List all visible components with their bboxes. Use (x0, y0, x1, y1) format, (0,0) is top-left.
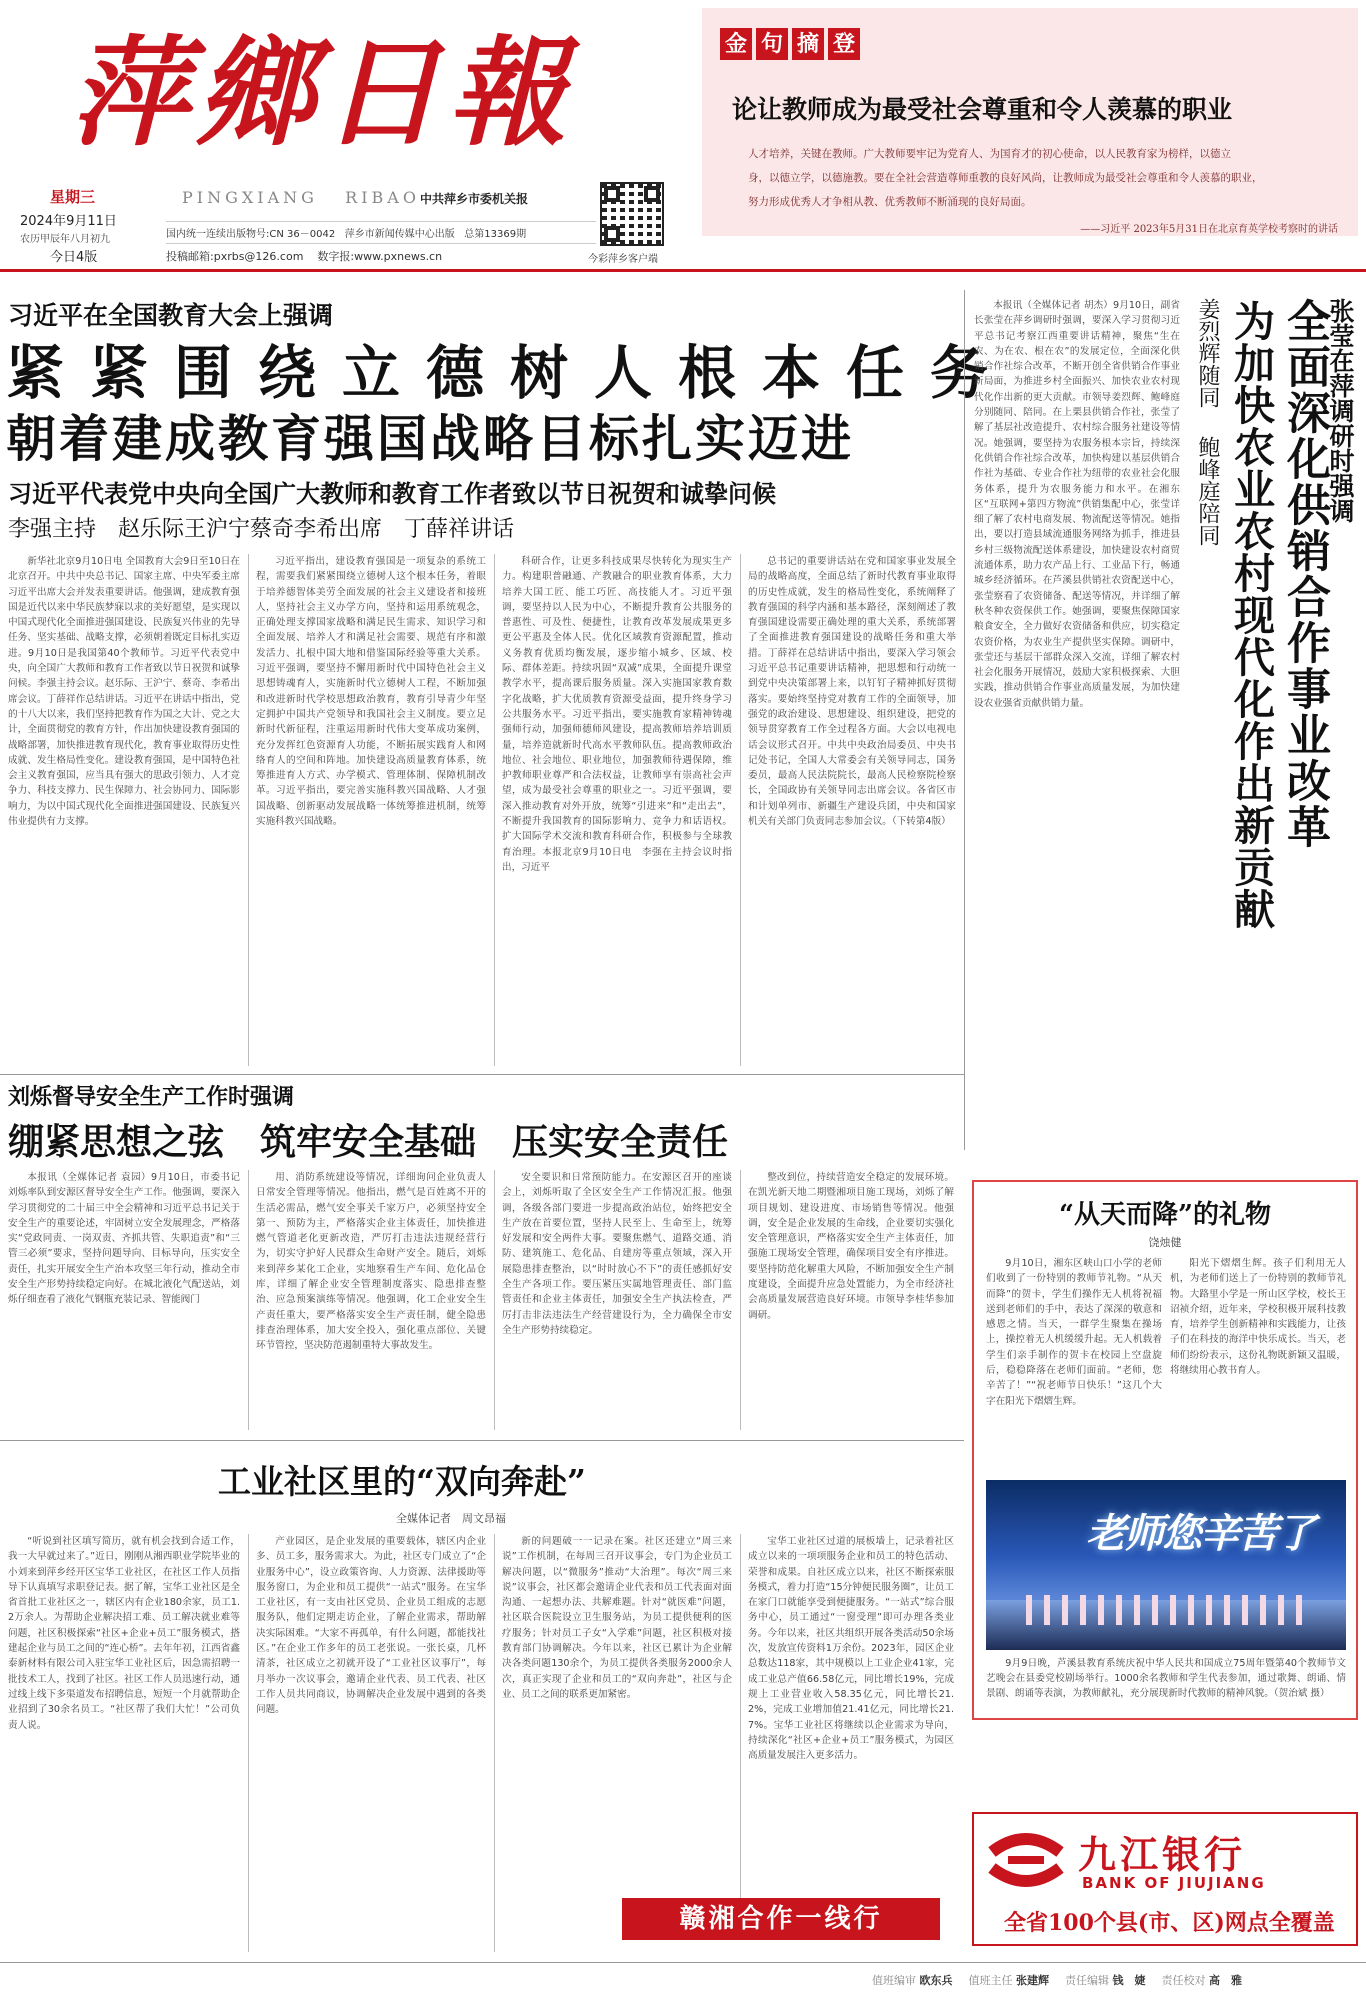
safety-title: 绷紧思想之弦 筑牢安全基础 压实安全责任 (8, 1121, 729, 1163)
lead-title-1: 紧紧围绕立德树人根本任务 (6, 339, 1015, 407)
bank-slogan: 全省100个县(市、区)网点全覆盖 (1004, 1910, 1335, 1936)
bank-logo-icon (988, 1828, 1064, 1892)
publication-info (166, 221, 596, 244)
masthead-logo: 萍鄉日報 (70, 23, 575, 162)
community-col-text: “听说到社区填写简历，就有机会找到合适工作，我一大早就过来了。”近日，刚刚从湘西职业学院毕业的小刘来到萍乡经开区宝华工业社区，在社区工作人员指导下认真填写求职登记表。据了解，宝华工业社区是全省首批工业社区之一，辖区内有企业180余家，员工1.2万余人。为帮助企业解决招工难、员工解决就业难等问题，社区积极探索“社区+企业+员工”服务模式，搭建起企业与员工之间的“连心桥”。去年年初，江西省鑫泰新材料有限公司入驻宝华工业社区后，因急需招聘一批技术工人，找到了社区。社区工作人员迅速行动，通过线上线下多渠道发布招聘信息，短短一个月就帮助企业招到了30余名员工。“社区帮了我们大忙！”公司负责人说。 (8, 1536, 240, 1731)
quote-line: 身，以德立学，以德施教。要在全社会营造尊师重教的良好风尚，让教师成为最受社会尊重和令人羡慕的职业， (748, 172, 1263, 184)
email-link[interactable]: 投稿邮箱:pxrbs@126.com (166, 250, 304, 263)
badge-char: 摘 (792, 28, 824, 60)
safety-kicker: 刘烁督导安全生产工作时强调 (8, 1084, 295, 1110)
qr-caption: 今彩萍乡客户端 (588, 254, 658, 265)
safety-column (8, 1170, 240, 1430)
bank-name-en: BANK OF JIUJIANG (1082, 1874, 1266, 1892)
stage-photo (986, 1480, 1346, 1650)
credit-item (1162, 1972, 1243, 1988)
lead-title-2: 朝着建成教育强国战略目标扎实迈进 (6, 409, 854, 468)
credit-name: 张建辉 (1016, 1974, 1049, 1987)
credit-label: 值班主任 (968, 1974, 1013, 1987)
lunar-date: 农历甲辰年八月初九 (20, 234, 110, 245)
right-lead-kicker: 张莹在萍调研时强调 (1326, 298, 1355, 523)
safety-col-text: 安全要识和日常预防能力。在安源区召开的座谈会上，刘烁听取了全区安全生产工作情况汇报。他强调，各级各部门要进一步提高政治站位，始终把安全生产放在首要位置，坚持人民至上、生命至上，统筹好发展和安全两件大事。要聚焦燃气、道路交通、消防、建筑施工、危化品、自建房等重点领域，深入开展隐患排查整治，以“时时放心不下”的责任感抓好安全生产各项工作。要压紧压实属地管理责任、部门监管责任和企业主体责任，加强安全生产执法检查，严厉打击非法违法生产经营建设行为，全力确保全市安全生产形势持续稳定。 (502, 1172, 732, 1336)
cn-number: 国内统一连续出版物号:CN 36－0042 (166, 229, 336, 240)
community-column (502, 1534, 732, 1900)
lead-column (8, 554, 240, 1066)
credit-name: 欧东兵 (919, 1974, 953, 1987)
lead-column (502, 554, 732, 1066)
credit-name: 钱 婕 (1112, 1974, 1146, 1987)
right-lead-text: 本报讯（全媒体记者 胡杰）9月10日，副省长张莹在萍乡调研时强调，要深入学习贯彻习近平总书记考察江西重要讲话精神，聚焦“生在农、为在农、根在农”的发展定位，全面深化供销合作社综合改革，不断开创全省供销合作事业新局面，为推进乡村全面振兴、加快农业农村现代化作出新的更大贡献。市领导姜烈辉、鲍峰庭分别随同、陪同。在上栗县供销合作社，张莹了解了基层社改造提升、农村综合服务社建设等情况。她强调，要坚持为农服务根本宗旨，持续深化供销合作社综合改革，加快构建以基层供销合作社为基础、专业合作社为纽带的农业社会化服务体系，提升为农服务能力和水平。在湘东区“互联网+第四方物流”供销集配中心，张莹详细了解了农村电商发展、物流配送等情况。她指出，要以打造县域流通服务网络为抓手，推进县乡村三级物流配送体系建设，加快建设农村商贸流通体系，助力农产品上行、工业品下行，畅通城乡经济循环。在芦溪县供销社农资配送中心，张莹察看了农资储备、配送等情况，并详细了解秋冬种农资保供工作。她强调，要聚焦保障国家粮食安全，全力做好农资储备和供应，切实稳定农资价格，为农业生产提供坚实保障。调研中，张莹还与基层干部群众深入交流，详细了解农村社会化服务开展情况，鼓励大家积极探索、大胆实践，推动供销合作事业高质量发展，为加快建设农业强省贡献供销力量。 (974, 300, 1180, 709)
quote-body (748, 142, 1338, 214)
lead-subtitle: 习近平代表党中央向全国广大教师和教育工作者致以节日祝贺和诚挚问候 (8, 479, 776, 508)
lead-column (748, 554, 956, 1066)
right-lead-title-2: 为加快农业农村现代化作出新贡献 (1227, 300, 1275, 930)
publisher: 萍乡市新闻传媒中心出版 (344, 229, 455, 240)
credit-item (872, 1972, 953, 1988)
bank-ad[interactable] (972, 1812, 1358, 1946)
gift-column (1170, 1256, 1346, 1426)
badge-char: 登 (828, 28, 860, 60)
issue-number: 总第13369期 (464, 229, 527, 240)
right-lead-accompany-2: 鲍峰庭陪同 (1195, 436, 1220, 546)
weekday: 星期三 (50, 188, 96, 206)
right-lead-title-1: 全面深化供销合作事业改革 (1279, 298, 1330, 850)
gift-title: “从天而降”的礼物 (1059, 1200, 1271, 1230)
masthead (0, 0, 1366, 276)
community-column (8, 1534, 240, 1952)
badge-char: 句 (756, 28, 788, 60)
credit-item (969, 1972, 1050, 1988)
community-col-text: 宝华工业社区过道的展板墙上，记录着社区成立以来的一项项服务企业和员工的特色活动、荣誉和成果。自社区成立以来，社区不断探索服务模式，着力打造“15分钟便民服务圈”，让员工在家门口就能享受到便捷服务。“一站式”综合服务中心，员工通过“一窗受理”即可办理各类业务。今年以来，社区共组织开展各类活动50余场次，发放宣传资料1万余份。2023年，园区企业总数达118家，其中规模以上工业企业41家，完成工业总产值66.58亿元，同比增长19%，完成规上工业营业收入58.35亿元，同比增长21.2%，完成工业增加值21.41亿元，同比增长21.7%。宝华工业社区将继续以企业需求为导向，持续深化“社区+企业+员工”服务模式，为园区高质量发展注入更多活力。 (748, 1536, 954, 1762)
photo-caption: 9月9日晚，芦溪县教育系统庆祝中华人民共和国成立75周年暨第40个教师节文艺晚会在县委党校剧场举行。1000余名教师和学生代表参加，通过歌舞、朗诵、情景剧、朗诵等表演，为教师献礼，充分展现新时代教师的精神风貌。（贺治斌 摄） (986, 1658, 1346, 1699)
gift-col-text: 阳光下熠熠生辉。孩子们利用无人机，为老师们送上了一份特别的教师节礼物。大路里小学是一所山区学校，校长王诏祯介绍，近年来，学校积极开展科技教育，培养学生创新精神和实践能力，让孩子们在科技的海洋中快乐成长。当天，老师们纷纷表示，这份礼物既新颖又温暖，将继续用心教书育人。 (1170, 1258, 1346, 1377)
safety-col-text: 本报讯（全媒体记者 袁园）9月10日，市委书记刘烁率队到安源区督导安全生产工作。他强调，要深入学习贯彻党的二十届三中全会精神和习近平总书记关于安全生产的重要论述，牢固树立安全发展理念，严格落实“党政同责、一岗双责、齐抓共管、失职追责”和“三管三必须”要求，坚持问题导向、目标导向，压实安全责任，扎实开展安全生产治本攻坚三年行动，推动全市安全生产形势持续稳定向好。在城北液化气配送站，刘烁仔细查看了液化气钢瓶充装记录、智能阀门 (8, 1172, 240, 1306)
bank-name-cn: 九江银行 (1078, 1832, 1247, 1877)
credit-label: 值班编审 (872, 1974, 916, 1987)
safety-column (502, 1170, 732, 1430)
community-col-text: 新的问题破一一记录在案。社区还建立“周三来说”工作机制，在每周三召开议事会，专门为企业员工解决问题，以“微服务”推动“大治理”。每次“周三来说”议事会，社区都会邀请企业代表和员工代表面对面沟通、一起想办法、共解难题。针对“就医难”问题，社区联合医院设立卫生服务站，为员工提供便利的医疗服务；针对员工子女“入学难”问题，社区积极对接教育部门协调解决。今年以来，社区已累计为企业解决各类问题130余个，为员工提供各类服务2000余人次，真正实现了企业和员工的“双向奔赴”，社区与企业、员工之间的联系更加紧密。 (502, 1536, 732, 1700)
community-byline: 全媒体记者 周文昂福 (396, 1512, 506, 1525)
gift-col-text: 9月10日，湘东区峡山口小学的老师们收到了一份特别的教师节礼物。“从天而降”的贺卡，学生们操作无人机将祝福送到老师们的手中，表达了深深的敬意和感恩之情。当天，一群学生聚集在操场上，操控着无人机缓缓升起。无人机载着学生们亲手制作的贺卡在校园上空盘旋后，稳稳降落在老师们面前。“老师，您辛苦了！”“祝老师节日快乐！”这几个大字在阳光下熠熠生辉。 (986, 1258, 1162, 1407)
lead-col-text: 新华社北京9月10日电 全国教育大会9日至10日在北京召开。中共中央总书记、国家主席、中央军委主席习近平出席大会并发表重要讲话。他强调，建成教育强国是近代以来中华民族梦寐以求的美好愿望，是实现以中国式现代化全面推进强国建设、民族复兴伟业的先导任务、坚实基础、战略支撑，必须朝着既定目标扎实迈进。9月10日是我国第40个教师节。习近平代表党中央，向全国广大教师和教育工作者致以节日祝贺和诚挚问候。李强主持会议。赵乐际、王沪宁、蔡奇、李希出席会议。丁薛祥作总结讲话。习近平在讲话中指出，党的十八大以来，我们坚持把教育作为国之大计、党之大计，全面贯彻党的教育方针，作出加快建设教育强国的战略部署，加快推进教育现代化，教育事业取得历史性成就、发生格局性变化。建设教育强国，是中国特色社会主义教育强国，应当具有强大的思政引领力、人才竞争力、科技支撑力、民生保障力、社会协同力、国际影响力，为以中国式现代化全面推进强国建设、民族复兴伟业提供有力支撑。 (8, 556, 240, 828)
lead-kicker: 习近平在全国教育大会上强调 (8, 301, 334, 330)
credit-name: 高 雅 (1209, 1974, 1242, 1987)
safety-column (748, 1170, 954, 1430)
community-col-text: 产业园区，是企业发展的重要载体，辖区内企业多、员工多，服务需求大。为此，社区专门成立了“企业服务中心”，设立政策咨询、人力资源、法律援助等服务窗口，为企业和员工提供“一站式”服务。在宝华工业社区，有一支由社区党员、企业员工组成的志愿服务队，他们定期走访企业，了解企业需求，帮助解决实际困难。“大家不再孤单，有什么问题，都能找社区。”在企业工作多年的员工老张说。一张长桌，几杯清茶，社区成立之初就开设了“工业社区议事厅”，每月举办一次议事会，邀请企业代表、员工代表、社区工作人员共同商议，协调解决企业发展中遇到的各类问题。 (256, 1536, 486, 1716)
section-banner: 赣湘合作一线行 (622, 1898, 940, 1940)
safety-column (256, 1170, 486, 1430)
quote-line: 人才培养，关键在教师。广大教师要牢记为党育人、为国育才的初心使命，以人民教育家为榜样，以德立 (748, 148, 1231, 160)
right-lead-accompany-1: 姜烈辉随同 (1195, 298, 1220, 408)
stage-photo-text: 老师您辛苦了 (1086, 1510, 1314, 1557)
lead-attendees: 李强主持 赵乐际王沪宁蔡奇李希出席 丁薛祥讲话 (8, 517, 515, 542)
safety-col-text: 整改到位，持续营造安全稳定的发展环境。在凯光新天地二期暨湘项目施工现场，刘烁了解项目规划、建设进度、市场销售等情况。他强调，安全是企业发展的生命线，企业要切实强化安全管理意识，严格落实安全生产主体责任，加强施工现场安全管理，确保项目安全有序推进。要坚持防范化解重大风险，不断加强安全生产制度建设，全面提升应急处置能力，为全市经济社会高质量发展营造良好环境。市领导李桂华参加调研。 (748, 1172, 954, 1321)
quote-attribution: ——习近平 2023年5月31日在北京育英学校考察时的讲话 (1080, 224, 1338, 235)
badge-char: 金 (720, 28, 752, 60)
footer-credits (872, 1972, 1242, 1988)
community-column (748, 1534, 954, 1900)
lead-column (256, 554, 486, 1066)
page-count: 今日4版 (50, 250, 98, 265)
quote-badge (720, 28, 860, 60)
gift-column (986, 1256, 1162, 1426)
digital-link[interactable]: 数字报:www.pxnews.cn (317, 250, 443, 263)
quote-box (702, 8, 1358, 236)
quote-line: 努力形成优秀人才争相从教、优秀教师不断涌现的良好局面。 (748, 196, 1032, 208)
right-lead-body (974, 298, 1180, 1150)
credit-label: 责任校对 (1161, 1974, 1206, 1987)
contact-info (166, 248, 442, 264)
quote-headline: 论让教师成为最受社会尊重和令人羡慕的职业 (732, 95, 1233, 124)
community-title: 工业社区里的“双向奔赴” (218, 1462, 586, 1501)
issue-date: 2024年9月11日 (20, 214, 117, 229)
community-column (256, 1534, 486, 1952)
credit-item (1065, 1972, 1146, 1988)
credit-label: 责任编辑 (1065, 1974, 1109, 1987)
masthead-organ: 中共萍乡市委机关报 (420, 192, 529, 206)
lead-col-text: 习近平指出，建设教育强国是一项复杂的系统工程，需要我们紧紧围绕立德树人这个根本任务，着眼于培养德智体美劳全面发展的社会主义建设者和接班人，坚持社会主义办学方向，坚持和运用系统观念，正确处理支撑国家战略和满足民生需求、知识学习和全面发展、培养人才和满足社会需要、规范有序和激发活力、扎根中国大地和借鉴国际经验等重大关系。习近平强调，要坚持不懈用新时代中国特色社会主义思想铸魂育人，实施新时代立德树人工程，不断加强和改进新时代学校思想政治教育，教育引导青少年坚定拥护中国共产党领导和我国社会主义制度。要立足新时代新征程，注重运用新时代伟大变革成功案例，充分发挥红色资源育人功能，不断拓展实践育人和网络育人的空间和阵地。加快建设高质量教育体系，统筹推进育人方式、办学模式、管理体制、保障机制改革。习近平指出，要完善实施科教兴国战略、人才强国战略、创新驱动发展战略一体统筹推进机制，统筹实施科教兴国战略。 (256, 556, 486, 828)
masthead-pinyin: PINGXIANG RIBAO (182, 188, 420, 207)
qr-code-icon[interactable] (600, 182, 664, 246)
safety-col-text: 用、消防系统建设等情况，详细询问企业负责人日常安全管理等情况。他指出，燃气是百姓离不开的生活必需品，燃气安全事关千家万户，必须坚持安全第一、预防为主，严格落实企业主体责任，加快推进燃气管道老化更新改造，严厉打击违法违规经营行为，切实守护好人民群众生命财产安全。随后，刘烁来到萍乡某化工企业，实地察看生产车间、危化品仓库，详细了解企业安全管理制度落实、隐患排查整治、应急预案演练等情况。他强调，化工企业安全生产责任重大，要严格落实安全生产责任制，健全隐患排查治理体系，加大安全投入，强化重点部位、关键环节管控，坚决防范遏制重特大事故发生。 (256, 1172, 486, 1352)
lead-col-text: 科研合作，让更多科技成果尽快转化为现实生产力。构建职普融通、产教融合的职业教育体系，大力培养大国工匠、能工巧匠、高技能人才。习近平强调，要坚持以人民为中心，不断提升教育公共服务的普惠性、可及性、便捷性，让教育改革发展成果更多更公平惠及全体人民。优化区域教育资源配置，推动义务教育优质均衡发展，逐步缩小城乡、区域、校际、群体差距。持续巩固“双减”成果，全面提升课堂教学水平，提高课后服务质量。深入实施国家教育数字化战略，扩大优质教育资源受益面，提升终身学习公共服务水平。习近平指出，要实施教育家精神铸魂强师行动，加强师德师风建设，提高教师培养培训质量，培养造就新时代高水平教师队伍。提高教师政治地位、社会地位、职业地位，加强教师待遇保障，维护教师职业尊严和合法权益，让教师享有崇高社会声望，成为最受社会尊重的职业之一。习近平强调，要深入推动教育对外开放，统筹“引进来”和“走出去”，不断提升我国教育的国际影响力、竞争力和话语权。扩大国际学术交流和教育科研合作，积极参与全球教育治理。本报北京9月10日电 李强在主持会议时指出，习近平 (502, 556, 732, 873)
lead-col-text: 总书记的重要讲话站在党和国家事业发展全局的战略高度，全面总结了新时代教育事业取得的历史性成就，发生的格局性变化，系统阐释了教育强国的科学内涵和基本路径，深刻阐述了教育强国建设需要正确处理的重大关系，系统部署了全面推进教育强国建设的战略任务和重大举措。丁薛祥在总结讲话中指出，要深入学习领会习近平总书记重要讲话精神，把思想和行动统一到党中央决策部署上来，以钉钉子精神抓好贯彻落实。要始终坚持党对教育工作的全面领导，加强党的政治建设、思想建设、组织建设，把党的领导贯穿教育工作全过程各方面。大会以电视电话会议形式召开。中共中央政治局委员、中央书记处书记，全国人大常委会有关领导同志，国务委员，最高人民法院院长，最高人民检察院检察长，全国政协有关领导同志出席会议。各省区市和计划单列市、新疆生产建设兵团，中央和国家机关有关部门负责同志参加会议。（下转第4版） (748, 556, 956, 828)
gift-byline: 饶烛健 (1148, 1236, 1182, 1249)
